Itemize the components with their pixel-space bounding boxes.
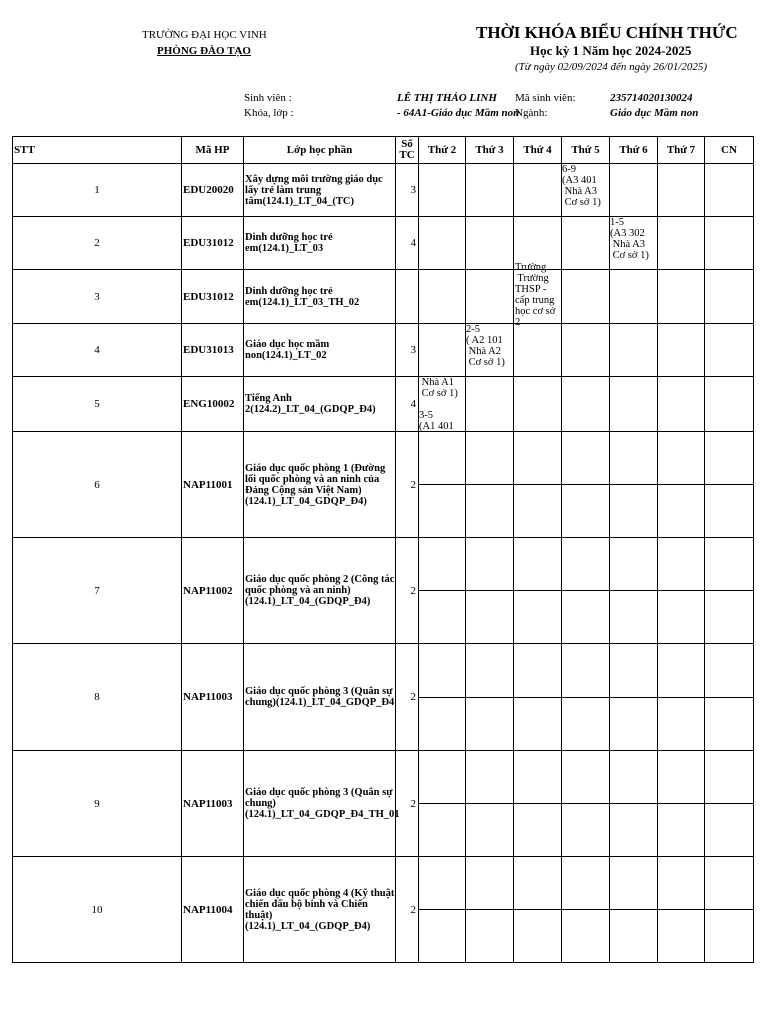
cell-sunday [705, 804, 754, 857]
row-course-code: EDU31013 [182, 324, 244, 377]
row-course-code: EDU20020 [182, 164, 244, 217]
cell-sunday [705, 857, 754, 910]
cell-monday [419, 751, 466, 804]
row-stt: 3 [13, 270, 182, 324]
cell-wednesday [514, 644, 562, 698]
cell-sunday [705, 217, 754, 270]
cell-thursday [562, 698, 610, 751]
row-stt: 4 [13, 324, 182, 377]
row-class-section: Giáo dục quốc phòng 3 (Quân sự chung)(124.1)_LT_04_GDQP_Đ4_TH_01 [244, 751, 396, 857]
cell-saturday [658, 698, 705, 751]
cell-thursday [562, 910, 610, 963]
cell-tuesday [466, 644, 514, 698]
cell-sunday [705, 485, 754, 538]
cell-tuesday [466, 485, 514, 538]
table-row [13, 217, 754, 270]
row-credits: 2 [396, 857, 419, 963]
major-value: Giáo dục Mầm non [610, 107, 699, 119]
header-friday: Thứ 6 [610, 137, 658, 164]
cell-monday [419, 698, 466, 751]
cell-tuesday [466, 910, 514, 963]
cell-wednesday [514, 591, 562, 644]
cell-tuesday [466, 217, 514, 270]
row-class-section: Giáo dục quốc phòng 2 (Công tác quốc phòng và an ninh)(124.1)_LT_04_(GDQP_Đ4) [244, 538, 396, 644]
table-row [13, 857, 754, 910]
cell-thursday [562, 591, 610, 644]
header-credits: Số TC [396, 137, 419, 164]
cell-thursday [562, 270, 610, 324]
cell-tuesday [466, 751, 514, 804]
student-id-label: Mã sinh viên: [515, 92, 576, 104]
cell-friday [610, 804, 658, 857]
cell-wednesday [514, 538, 562, 591]
cell-saturday [658, 644, 705, 698]
row-stt: 8 [13, 644, 182, 751]
cell-monday [419, 538, 466, 591]
cell-thursday [562, 432, 610, 485]
cell-wednesday [514, 377, 562, 432]
header-class-section: Lớp học phần [244, 137, 396, 164]
row-course-code: NAP11003 [182, 751, 244, 857]
row-class-section: Giáo dục quốc phòng 1 (Đường lối quốc phòng và an ninh của Đảng Cộng sản Việt Nam)(124.1)_LT_04_GDQP_Đ4) [244, 432, 396, 538]
cell-saturday [658, 324, 705, 377]
cell-monday [419, 164, 466, 217]
row-course-code: NAP11003 [182, 644, 244, 751]
cell-wednesday [514, 432, 562, 485]
cell-tuesday [466, 432, 514, 485]
header-monday: Thứ 2 [419, 137, 466, 164]
table-row [13, 432, 754, 485]
department-name: PHÒNG ĐÀO TẠO [157, 45, 251, 57]
cell-saturday [658, 270, 705, 324]
cell-thursday [562, 485, 610, 538]
row-course-code: EDU31012 [182, 217, 244, 270]
row-credits: 2 [396, 538, 419, 644]
row-class-section: Xây dựng môi trường giáo dục lấy trẻ làm trung tâm(124.1)_LT_04_(TC) [244, 164, 396, 217]
cell-thursday [562, 164, 610, 217]
cell-friday [610, 217, 658, 270]
cell-sunday [705, 644, 754, 698]
header-stt: STT [13, 137, 182, 164]
cell-monday [419, 217, 466, 270]
student-name-label: Sinh viên : [244, 92, 292, 104]
cell-wednesday [514, 164, 562, 217]
cell-tuesday [466, 698, 514, 751]
cell-monday [419, 857, 466, 910]
header-saturday: Thứ 7 [658, 137, 705, 164]
cell-saturday [658, 538, 705, 591]
cell-friday [610, 485, 658, 538]
cell-sunday [705, 432, 754, 485]
class-label: Khóa, lớp : [244, 107, 294, 119]
cell-friday [610, 644, 658, 698]
row-stt: 6 [13, 432, 182, 538]
table-row [13, 538, 754, 591]
table-header-row [13, 137, 754, 164]
row-course-code: NAP11001 [182, 432, 244, 538]
cell-friday [610, 164, 658, 217]
cell-friday [610, 432, 658, 485]
cell-thursday [562, 217, 610, 270]
cell-saturday [658, 432, 705, 485]
cell-sunday [705, 910, 754, 963]
cell-monday [419, 324, 466, 377]
cell-saturday [658, 857, 705, 910]
cell-friday [610, 698, 658, 751]
student-id: 235714020130024 [610, 92, 693, 104]
cell-tuesday [466, 804, 514, 857]
cell-thursday [562, 538, 610, 591]
cell-tuesday [466, 591, 514, 644]
row-stt: 5 [13, 377, 182, 432]
cell-monday [419, 644, 466, 698]
cell-tuesday [466, 324, 514, 377]
student-name: LÊ THỊ THẢO LINH [397, 92, 497, 104]
cell-friday [610, 538, 658, 591]
cell-tuesday [466, 857, 514, 910]
row-class-section: Dinh dưỡng học trẻ em(124.1)_LT_03 [244, 217, 396, 270]
cell-saturday [658, 164, 705, 217]
session-block: 1-5 (A3 302 Nhà A3 Cơ sở 1) [610, 217, 649, 261]
cell-saturday [658, 485, 705, 538]
header-sunday: CN [705, 137, 754, 164]
cell-friday [610, 377, 658, 432]
row-course-code: NAP11002 [182, 538, 244, 644]
row-class-section: Dinh dưỡng học trẻ em(124.1)_LT_03_TH_02 [244, 270, 396, 324]
cell-tuesday [466, 164, 514, 217]
table-row [13, 751, 754, 804]
session-block: Nhà A1 Cơ sở 1) 3-5 (A1 401 [419, 377, 458, 432]
row-stt: 9 [13, 751, 182, 857]
cell-monday [419, 591, 466, 644]
row-course-code: EDU31012 [182, 270, 244, 324]
cell-wednesday [514, 910, 562, 963]
cell-monday [419, 432, 466, 485]
cell-saturday [658, 910, 705, 963]
cell-monday [419, 910, 466, 963]
cell-tuesday [466, 377, 514, 432]
cell-friday [610, 324, 658, 377]
cell-sunday [705, 164, 754, 217]
timetable [12, 136, 754, 963]
cell-sunday [705, 698, 754, 751]
session-block: Trường Trường THSP - cấp trung học cơ sở 2 [515, 262, 556, 328]
date-range: (Từ ngày 02/09/2024 đến ngày 26/01/2025) [515, 61, 708, 73]
cell-wednesday [514, 857, 562, 910]
school-name: TRƯỜNG ĐẠI HỌC VINH [142, 29, 267, 41]
row-credits: 4 [396, 377, 419, 432]
header-thursday: Thứ 5 [562, 137, 610, 164]
table-row [13, 164, 754, 217]
cell-thursday [562, 324, 610, 377]
cell-friday [610, 751, 658, 804]
session-block: 6-9 (A3 401 Nhà A3 Cơ sở 1) [562, 164, 601, 208]
page-title: THỜI KHÓA BIỂU CHÍNH THỨC [476, 23, 738, 42]
cell-thursday [562, 644, 610, 698]
cell-saturday [658, 591, 705, 644]
header-tuesday: Thứ 3 [466, 137, 514, 164]
row-credits: 3 [396, 164, 419, 217]
row-credits: 2 [396, 644, 419, 751]
cell-sunday [705, 751, 754, 804]
cell-monday [419, 804, 466, 857]
cell-thursday [562, 804, 610, 857]
header-course-code: Mã HP [182, 137, 244, 164]
row-credits: 2 [396, 751, 419, 857]
cell-saturday [658, 804, 705, 857]
row-class-section: Tiếng Anh 2(124.2)_LT_04_(GDQP_Đ4) [244, 377, 396, 432]
cell-saturday [658, 377, 705, 432]
cell-wednesday [514, 698, 562, 751]
cell-monday [419, 270, 466, 324]
cell-thursday [562, 857, 610, 910]
table-row [13, 270, 754, 324]
term-label: Học kỳ 1 Năm học 2024-2025 [530, 43, 692, 58]
cell-thursday [562, 377, 610, 432]
cell-wednesday [514, 324, 562, 377]
row-class-section: Giáo dục học mầm non(124.1)_LT_02 [244, 324, 396, 377]
cell-monday [419, 377, 466, 432]
table-row [13, 324, 754, 377]
cell-wednesday [514, 262, 562, 328]
cell-friday [610, 591, 658, 644]
row-class-section: Giáo dục quốc phòng 4 (Kỹ thuật chiến đấu bộ binh và Chiến thuật)(124.1)_LT_04_(GDQP_Đ4) [244, 857, 396, 963]
cell-wednesday [514, 751, 562, 804]
session-block: 2-5 ( A2 101 Nhà A2 Cơ sở 1) [466, 324, 505, 368]
cell-sunday [705, 377, 754, 432]
class-value: - 64A1-Giáo dục Mầm non [397, 107, 520, 119]
cell-sunday [705, 591, 754, 644]
row-credits: 4 [396, 217, 419, 270]
cell-wednesday [514, 804, 562, 857]
major-label: Ngành: [515, 107, 548, 119]
cell-saturday [658, 217, 705, 270]
cell-sunday [705, 270, 754, 324]
row-credits: 3 [396, 324, 419, 377]
table-row [13, 377, 754, 432]
row-stt: 10 [13, 857, 182, 963]
cell-friday [610, 270, 658, 324]
row-course-code: ENG10002 [182, 377, 244, 432]
row-stt: 7 [13, 538, 182, 644]
cell-tuesday [466, 270, 514, 324]
cell-friday [610, 910, 658, 963]
cell-sunday [705, 538, 754, 591]
cell-friday [610, 857, 658, 910]
row-credits [396, 270, 419, 324]
row-stt: 1 [13, 164, 182, 217]
cell-sunday [705, 324, 754, 377]
header-wednesday: Thứ 4 [514, 137, 562, 164]
row-stt: 2 [13, 217, 182, 270]
row-credits: 2 [396, 432, 419, 538]
row-course-code: NAP11004 [182, 857, 244, 963]
table-row [13, 644, 754, 698]
cell-saturday [658, 751, 705, 804]
cell-thursday [562, 751, 610, 804]
cell-tuesday [466, 538, 514, 591]
cell-wednesday [514, 485, 562, 538]
row-class-section: Giáo dục quốc phòng 3 (Quân sự chung)(124.1)_LT_04_GDQP_Đ4 [244, 644, 396, 751]
cell-monday [419, 485, 466, 538]
